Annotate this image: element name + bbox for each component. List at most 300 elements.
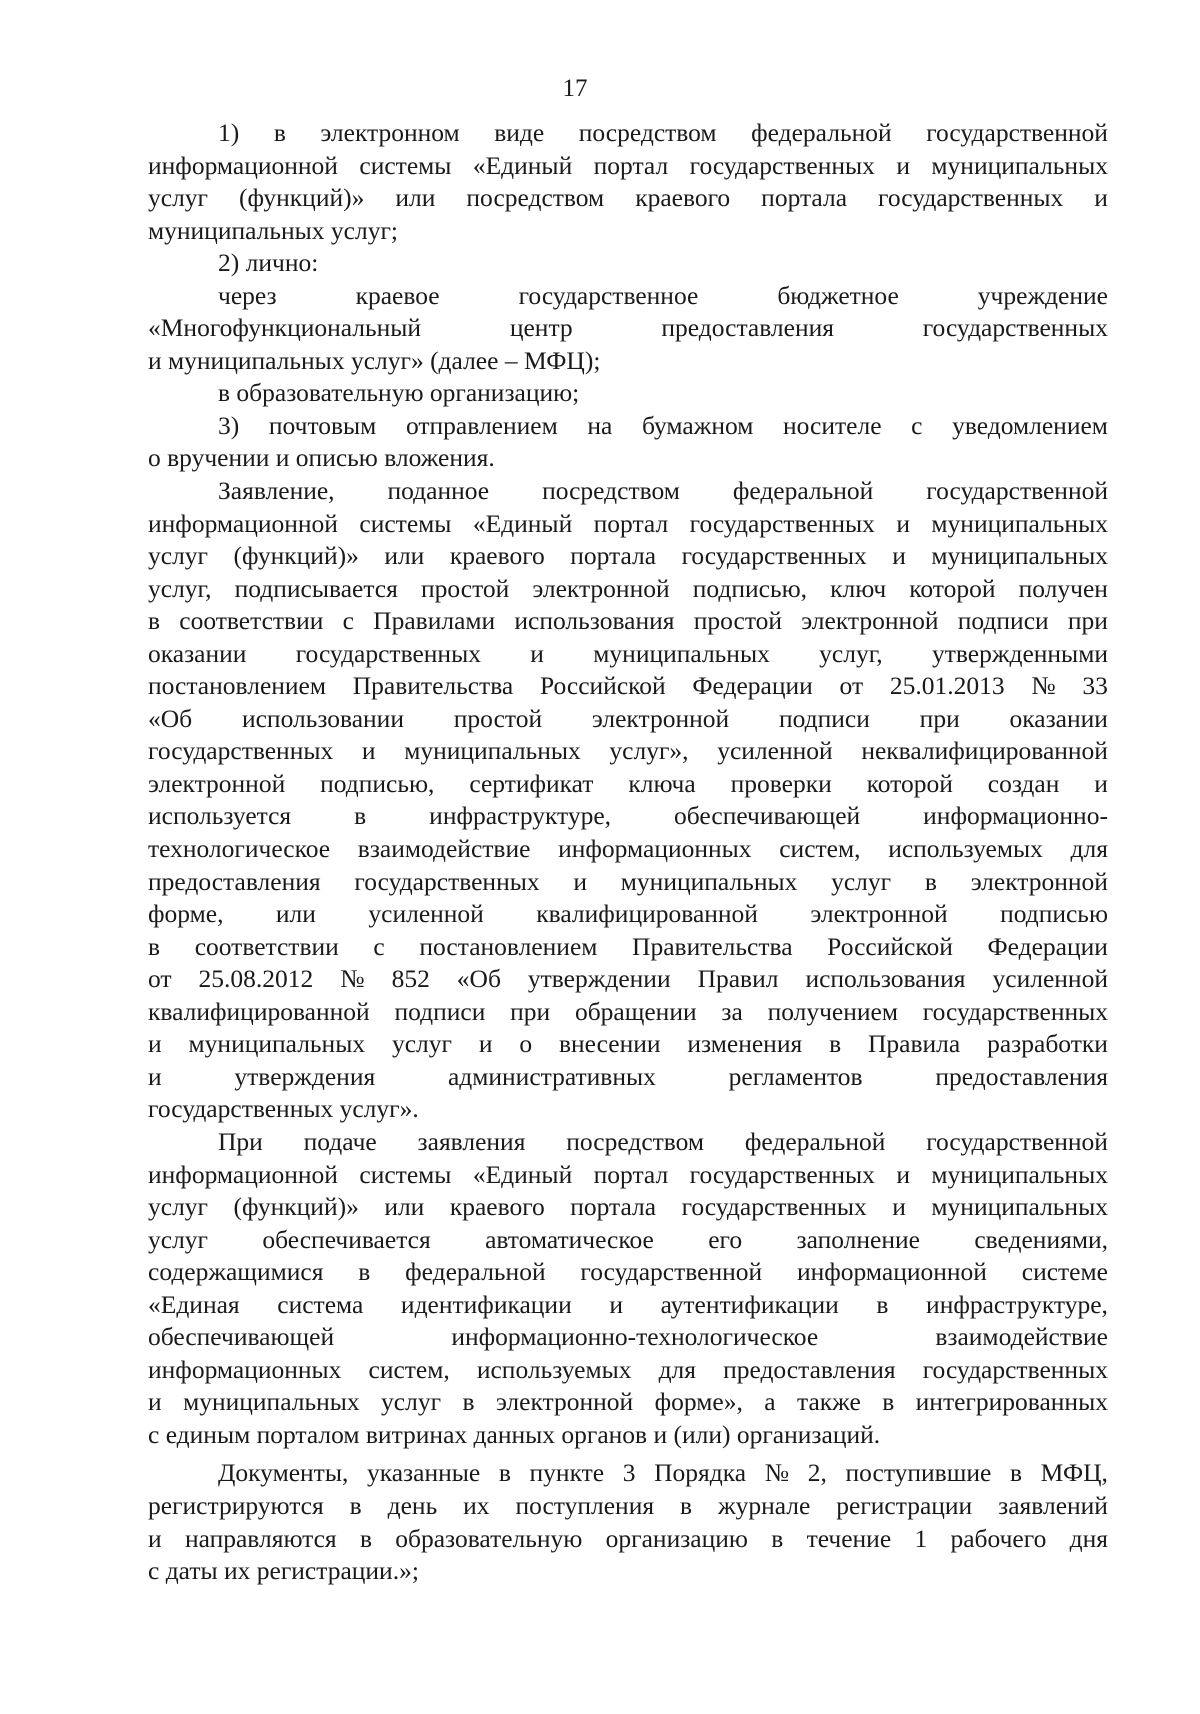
word: портал <box>593 1159 669 1189</box>
word: инфраструктуре, <box>429 801 612 831</box>
word: информационной <box>148 150 338 180</box>
word: уведомлением <box>952 410 1108 440</box>
word: соответствии <box>179 606 324 636</box>
word: организацию <box>605 1523 748 1553</box>
word: услуг <box>148 183 209 213</box>
word: Правительства <box>352 671 514 701</box>
word: электронной <box>591 703 730 733</box>
word: от <box>148 964 172 994</box>
word: и <box>896 150 910 180</box>
text-line <box>148 280 1108 313</box>
word: регламентов <box>728 1061 863 1091</box>
word: государственных <box>922 313 1108 343</box>
word: в <box>273 118 286 147</box>
word: поданное <box>387 476 490 506</box>
word: систем, <box>779 834 861 864</box>
word: услуг <box>831 866 892 896</box>
word: (функций)» <box>239 183 365 213</box>
word: обеспечивающей <box>148 1322 335 1352</box>
word: «Единый <box>472 150 573 180</box>
word: рабочего <box>950 1523 1047 1553</box>
word: государственной <box>926 118 1108 147</box>
text-line <box>148 312 1108 345</box>
word: в <box>771 1523 784 1553</box>
word: поступления <box>515 1490 655 1520</box>
word: используется <box>148 801 292 831</box>
word: которой <box>866 768 953 798</box>
word: краевое <box>355 280 440 310</box>
word: в <box>354 801 367 831</box>
word: журнале <box>717 1490 811 1520</box>
word: государственных <box>689 150 875 180</box>
word: обеспечивающей <box>674 801 861 831</box>
word: регистрируются <box>148 1490 324 1520</box>
word: услуг, <box>148 573 212 603</box>
word: краевого <box>635 183 731 213</box>
text-line <box>148 638 1108 671</box>
word: для <box>1070 834 1108 864</box>
word: подписи <box>778 703 870 733</box>
word: указанные <box>366 1458 481 1488</box>
word: бюджетное <box>777 280 899 310</box>
word: «Многофункциональный <box>148 313 422 343</box>
word: услуг <box>391 1029 452 1059</box>
word: простой <box>420 573 510 603</box>
word: предоставления <box>935 1061 1108 1091</box>
text-line <box>148 1126 1108 1159</box>
word: подписи <box>394 996 486 1026</box>
text-line <box>148 1224 1108 1257</box>
text-line <box>148 150 1108 183</box>
word: или <box>275 899 316 929</box>
word: в <box>924 866 937 896</box>
word: течение <box>806 1523 892 1553</box>
word: государственной <box>926 476 1108 506</box>
word: разработки <box>987 1029 1108 1059</box>
word: и <box>892 1192 906 1222</box>
word: регистрации <box>836 1490 973 1520</box>
word: Российской <box>827 931 953 961</box>
word: ключ <box>830 573 887 603</box>
word: ключа <box>628 768 696 798</box>
word: муниципальных <box>931 150 1108 180</box>
word: Заявление, <box>218 476 335 506</box>
word: и <box>148 1061 162 1091</box>
word: заполнение <box>796 1224 920 1254</box>
text-line <box>148 1191 1108 1224</box>
word: услуг <box>148 1224 209 1254</box>
word: усиленной <box>368 899 484 929</box>
word: сертификат <box>469 768 594 798</box>
word: федеральной <box>744 1126 886 1156</box>
text-line <box>148 898 1108 931</box>
word: поступившие <box>845 1458 992 1488</box>
word: краевого <box>449 541 545 571</box>
word: в <box>1009 1458 1022 1488</box>
word: муниципальных <box>620 866 798 896</box>
word: обращении <box>574 996 697 1026</box>
word: портала <box>761 183 848 213</box>
word: а <box>764 1387 776 1417</box>
word: федеральной <box>732 476 874 506</box>
text-line <box>148 703 1108 736</box>
word: на <box>587 410 613 440</box>
word: усиленной <box>992 964 1108 994</box>
word: и <box>892 541 906 571</box>
text-line <box>148 508 1108 541</box>
word: государственной <box>580 1257 763 1287</box>
word: 1 <box>914 1523 928 1553</box>
word: от <box>839 671 864 701</box>
word: утвержденными <box>932 638 1108 668</box>
word: соответствии <box>194 931 339 961</box>
word: день <box>387 1490 438 1520</box>
word: муниципальных <box>593 638 770 668</box>
word: использования <box>514 606 675 636</box>
word: простой <box>453 703 543 733</box>
word: в <box>462 1387 475 1417</box>
word: подписью, <box>692 573 808 603</box>
word: предоставления <box>148 866 321 896</box>
word: система <box>277 1289 364 1319</box>
word: информационно-технологическое <box>451 1322 819 1352</box>
word: в <box>498 1458 511 1488</box>
word: которой <box>909 573 996 603</box>
word: административных <box>447 1061 656 1091</box>
word: системы <box>359 150 452 180</box>
word: подписи <box>957 606 1049 636</box>
word: 33 <box>1082 671 1108 701</box>
word: создан <box>987 768 1060 798</box>
word: за <box>721 996 743 1026</box>
word: в <box>359 1523 372 1553</box>
text-line <box>148 475 1108 508</box>
word: обеспечивается <box>262 1224 431 1254</box>
word: виде <box>494 118 545 147</box>
word: информационно- <box>923 801 1108 831</box>
text-line <box>148 540 1108 573</box>
word: в <box>349 1490 362 1520</box>
word: усиленной <box>717 736 833 766</box>
word: информационной <box>796 1257 987 1287</box>
word: № <box>340 964 365 994</box>
word: оказании <box>148 638 247 668</box>
word: получением <box>767 996 898 1026</box>
word: услуг <box>381 1387 442 1417</box>
text-line <box>148 605 1108 638</box>
word: через <box>218 280 277 310</box>
word: информационной <box>148 508 338 538</box>
word: Правилами <box>373 606 496 636</box>
word: неквалифицированной <box>861 736 1108 766</box>
word: подписывается <box>234 573 398 603</box>
word: электронной <box>148 768 286 798</box>
word: Российской <box>539 671 666 701</box>
word: содержащимися <box>148 1257 324 1287</box>
word: муниципальных <box>931 508 1108 538</box>
word: и <box>148 1029 162 1059</box>
word: № <box>764 1458 790 1488</box>
word: «Об <box>456 964 501 994</box>
word: при <box>919 703 960 733</box>
word: для <box>658 1354 696 1384</box>
word: и <box>361 736 376 766</box>
text-line <box>148 1523 1108 1556</box>
word: его <box>708 1224 743 1254</box>
word: систем, <box>368 1354 450 1384</box>
word: в <box>358 1257 371 1287</box>
text-line: в образовательную организацию; <box>218 378 580 408</box>
word: посредством <box>566 1126 705 1156</box>
word: также <box>797 1387 861 1417</box>
word: государственных <box>922 1354 1108 1384</box>
word: носителе <box>783 410 882 440</box>
text-line <box>148 1289 1108 1322</box>
word: портала <box>570 1192 657 1222</box>
word: дня <box>1069 1523 1108 1553</box>
word: Федерации <box>987 931 1108 961</box>
word: государственных <box>681 1192 867 1222</box>
word: взаимодействие <box>357 834 531 864</box>
word: 3 <box>622 1458 636 1488</box>
text-line <box>148 963 1108 996</box>
word: Правительства <box>632 931 793 961</box>
word: использовании <box>241 703 404 733</box>
word: услуг, <box>819 638 883 668</box>
word: сведениями, <box>974 1224 1108 1254</box>
word: утверждения <box>234 1061 376 1091</box>
word: взаимодействие <box>935 1322 1108 1352</box>
word: «Единый <box>472 508 573 538</box>
word: информационных <box>558 834 752 864</box>
text-line <box>148 1354 1108 1387</box>
word: в <box>882 1387 895 1417</box>
word: муниципальных <box>931 541 1108 571</box>
word: государственной <box>926 1126 1108 1156</box>
word: Порядка <box>654 1458 747 1488</box>
text-line: о вручении и описью вложения. <box>148 443 495 473</box>
word: портал <box>593 150 669 180</box>
word: Правила <box>868 1029 961 1059</box>
word: утверждении <box>527 964 671 994</box>
word: государственных <box>689 1159 875 1189</box>
text-line: 2) лично: <box>218 248 319 278</box>
word: получен <box>1018 573 1108 603</box>
word: «Единая <box>148 1289 240 1319</box>
word: в <box>876 1289 889 1319</box>
word: Правил <box>697 964 779 994</box>
word: в <box>148 931 161 961</box>
word: постановлением <box>148 671 327 701</box>
word: центр <box>509 313 573 343</box>
word: отправлением <box>405 410 558 440</box>
word: при <box>510 996 551 1026</box>
word: и <box>1094 768 1108 798</box>
word: пункте <box>529 1458 605 1488</box>
text-line <box>148 1028 1108 1061</box>
text-line <box>148 117 1108 150</box>
word: муниципальных <box>931 1192 1108 1222</box>
word: посредством <box>542 476 680 506</box>
text-line <box>148 410 1108 443</box>
text-line <box>148 1321 1108 1354</box>
word: и <box>478 1029 493 1059</box>
word: квалифицированной <box>148 996 370 1026</box>
word: государственных <box>689 508 875 538</box>
word: бумажном <box>642 410 754 440</box>
word: посредством <box>578 118 717 147</box>
word: направляются <box>184 1523 337 1553</box>
word: заявления <box>417 1126 526 1156</box>
word: услуг», <box>609 736 689 766</box>
word: и <box>1094 183 1108 213</box>
word: посредством <box>466 183 605 213</box>
word: федеральной <box>751 118 892 147</box>
word: используемых <box>888 834 1043 864</box>
word: МФЦ, <box>1040 1458 1108 1488</box>
word: с <box>911 410 923 440</box>
word: с <box>373 931 385 961</box>
word: и <box>148 1523 162 1553</box>
word: государственных <box>922 996 1108 1026</box>
word: технологическое <box>148 834 331 864</box>
word: государственных <box>148 736 334 766</box>
word: и <box>896 1159 910 1189</box>
word: автоматическое <box>485 1224 654 1254</box>
text-line <box>148 735 1108 768</box>
word: используемых <box>476 1354 632 1384</box>
word: портал <box>593 508 669 538</box>
word: электронной <box>495 1387 634 1417</box>
text-line: с даты их регистрации.»; <box>148 1556 419 1586</box>
text-line: и муниципальных услуг» (далее – МФЦ); <box>148 345 601 375</box>
word: 2, <box>807 1458 827 1488</box>
text-line <box>148 573 1108 606</box>
word: в <box>829 1029 842 1059</box>
text-line: с единым порталом витринах данных органов и (или) организаций. <box>148 1419 881 1449</box>
word: инфраструктуре, <box>926 1289 1108 1319</box>
word: идентификации <box>400 1289 572 1319</box>
word: 1) <box>218 118 240 147</box>
word: муниципальных <box>183 1387 360 1417</box>
word: изменения <box>687 1029 803 1059</box>
text-line <box>148 800 1108 833</box>
word: краевого <box>449 1192 545 1222</box>
word: государственных <box>681 541 867 571</box>
word: или <box>395 183 436 213</box>
word: использования <box>805 964 966 994</box>
word: и <box>148 1387 162 1417</box>
word: или <box>384 1192 425 1222</box>
word: системе <box>1021 1257 1108 1287</box>
word: при <box>1067 606 1108 636</box>
word: 25.01.2013 <box>889 671 1005 701</box>
word: электронной <box>810 899 948 929</box>
text-line: муниципальных услуг; <box>148 215 399 245</box>
word: Документы, <box>218 1458 349 1488</box>
word: № <box>1031 671 1056 701</box>
text-line <box>148 670 1108 703</box>
text-line <box>148 768 1108 801</box>
word: 852 <box>391 964 430 994</box>
text-line <box>148 1159 1108 1192</box>
word: форме», <box>654 1387 743 1417</box>
word: их <box>463 1490 490 1520</box>
word: заявлений <box>998 1490 1108 1520</box>
word: (функций)» <box>233 1192 359 1222</box>
word: (функций)» <box>233 541 359 571</box>
word: и <box>530 638 544 668</box>
text-line <box>148 1386 1108 1419</box>
word: системы <box>359 508 452 538</box>
word: информационных <box>148 1354 342 1384</box>
text-line <box>148 866 1108 899</box>
page-number: 17 <box>562 75 588 102</box>
word: форме, <box>148 899 224 929</box>
word: подписью <box>1000 899 1108 929</box>
word: муниципальных <box>931 1159 1108 1189</box>
text-line <box>148 931 1108 964</box>
word: электронном <box>320 118 460 147</box>
word: государственных <box>878 183 1064 213</box>
word: электронной <box>532 573 670 603</box>
word: «Единый <box>472 1159 573 1189</box>
word: информационной <box>148 1159 338 1189</box>
text-line <box>148 1256 1108 1289</box>
word: 25.08.2012 <box>198 964 314 994</box>
word: «Об <box>148 703 193 733</box>
word: и <box>896 508 910 538</box>
word: оказании <box>1009 703 1108 733</box>
word: электронной <box>970 866 1108 896</box>
word: аутентификации <box>660 1289 839 1319</box>
text-line: государственных услуг». <box>148 1094 419 1124</box>
word: и <box>573 866 588 896</box>
word: учреждение <box>977 280 1108 310</box>
word: 3) <box>218 410 240 440</box>
word: государственное <box>518 280 699 310</box>
document-body <box>148 117 1108 1588</box>
word: проверки <box>730 768 832 798</box>
word: портала <box>570 541 657 571</box>
word: муниципальных <box>404 736 581 766</box>
word: внесении <box>559 1029 661 1059</box>
word: федеральной <box>405 1257 546 1287</box>
word: предоставления <box>661 313 834 343</box>
word: простой <box>693 606 783 636</box>
word: муниципальных <box>188 1029 366 1059</box>
word: подписью, <box>320 768 435 798</box>
text-line <box>148 1490 1108 1523</box>
word: образовательную <box>395 1523 583 1553</box>
word: квалифицированной <box>536 899 758 929</box>
word: или <box>384 541 425 571</box>
word: услуг <box>148 1192 209 1222</box>
word: государственных <box>295 638 481 668</box>
word: Федерации <box>692 671 813 701</box>
word: При <box>218 1126 263 1156</box>
word: в <box>148 606 161 636</box>
text-line <box>148 996 1108 1029</box>
word: услуг <box>148 541 209 571</box>
word: электронной <box>801 606 939 636</box>
word: в <box>680 1490 693 1520</box>
word: о <box>519 1029 533 1059</box>
word: предоставления <box>723 1354 896 1384</box>
text-line <box>148 1457 1108 1490</box>
text-line <box>148 182 1108 215</box>
word: постановлением <box>419 931 598 961</box>
